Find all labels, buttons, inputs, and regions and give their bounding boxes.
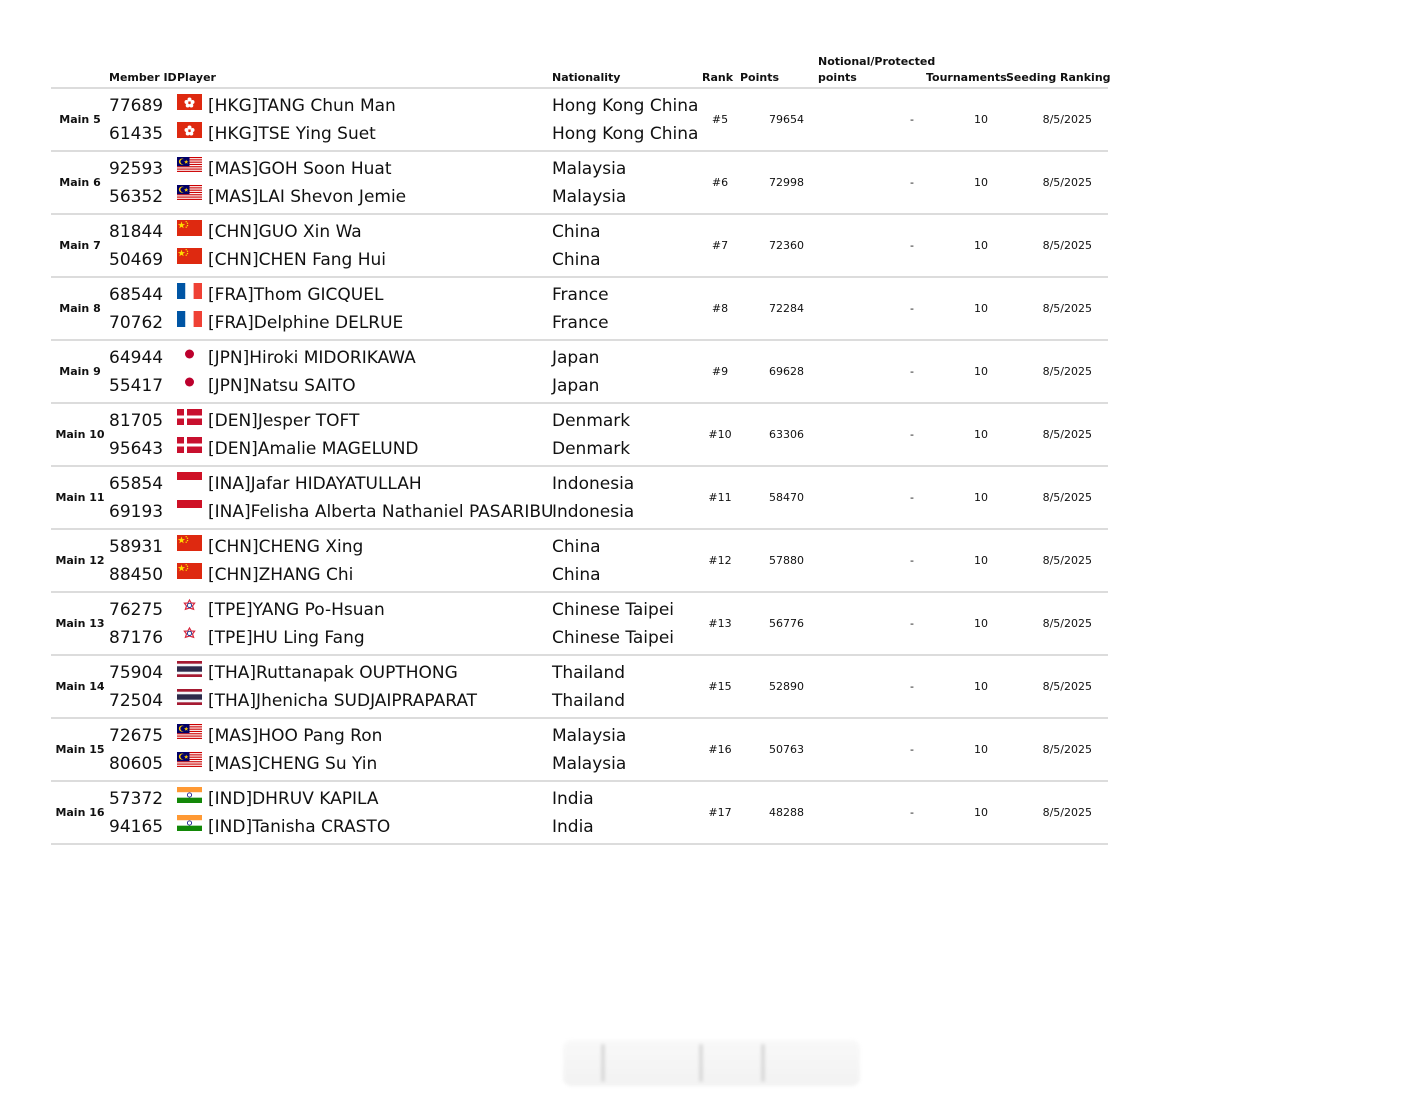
nationality-cell [552, 214, 702, 277]
member-id: 77689 [109, 95, 164, 116]
horizontal-scrollbar[interactable] [563, 1040, 860, 1086]
player-name[interactable]: [CHN]GUO Xin Wa [208, 221, 362, 242]
points-value: 58470 [738, 466, 810, 529]
ranking-table [51, 54, 1111, 845]
points-value: 50763 [738, 718, 810, 781]
player-cell [177, 722, 552, 750]
points-value: 63306 [738, 403, 810, 466]
mas-flag-icon [177, 157, 202, 173]
chn-flag-icon [177, 220, 202, 236]
nationality-cell [552, 718, 702, 781]
member-id-cell [109, 88, 177, 151]
jpn-flag-icon [177, 346, 202, 362]
ind-flag-icon [177, 787, 202, 803]
nationality-cell [552, 655, 702, 718]
player-column-cell [177, 466, 552, 529]
entry-label: Main 10 [51, 403, 109, 466]
member-id: 69193 [109, 501, 164, 522]
player-name[interactable]: [MAS]LAI Shevon Jemie [208, 186, 407, 207]
nationality: Malaysia [552, 158, 627, 179]
player-name[interactable]: [MAS]CHENG Su Yin [208, 753, 378, 774]
member-id: 94165 [109, 816, 164, 837]
header-nationality: Nationality [552, 54, 702, 88]
player-column-cell [177, 88, 552, 151]
points-value: 57880 [738, 529, 810, 592]
nationality: Hong Kong China [552, 123, 699, 144]
player-name[interactable]: [DEN]Amalie MAGELUND [208, 438, 419, 459]
player-cell [177, 246, 552, 274]
member-id: 56352 [109, 186, 164, 207]
tournaments-value: 10 [922, 466, 1002, 529]
notional-points-value: - [810, 214, 922, 277]
fra-flag-icon [177, 311, 202, 327]
player-column-cell [177, 277, 552, 340]
tournaments-value: 10 [922, 529, 1002, 592]
table-body [51, 88, 1108, 844]
tournaments-value: 10 [922, 655, 1002, 718]
scrollbar-grip [699, 1044, 703, 1082]
notional-points-value: - [810, 88, 922, 151]
mas-flag-icon [177, 752, 202, 768]
nationality: France [552, 312, 609, 333]
notional-points-value: - [810, 781, 922, 844]
player-name[interactable]: [DEN]Jesper TOFT [208, 410, 360, 431]
player-cell [177, 372, 552, 400]
member-id-cell [109, 403, 177, 466]
player-cell [177, 813, 552, 841]
member-id: 92593 [109, 158, 164, 179]
entry-label: Main 8 [51, 277, 109, 340]
nationality: Malaysia [552, 753, 627, 774]
entry-label: Main 13 [51, 592, 109, 655]
player-name[interactable]: [INA]Jafar HIDAYATULLAH [208, 473, 422, 494]
player-cell [177, 281, 552, 309]
member-id: 65854 [109, 473, 164, 494]
nationality: Malaysia [552, 725, 627, 746]
member-id-cell [109, 781, 177, 844]
nationality: Hong Kong China [552, 95, 699, 116]
player-cell [177, 533, 552, 561]
member-id-cell [109, 340, 177, 403]
entry-label: Main 9 [51, 340, 109, 403]
member-id: 81705 [109, 410, 164, 431]
player-name[interactable]: [THA]Jhenicha SUDJAIPRAPARAT [208, 690, 478, 711]
header-tournaments: Tournaments [922, 54, 1002, 88]
tha-flag-icon [177, 661, 202, 677]
hkg-flag-icon [177, 94, 202, 110]
table-row [51, 340, 1108, 403]
member-id-cell [109, 718, 177, 781]
seeding-ranking-value: 8/5/2025 [1002, 718, 1108, 781]
header-seeding-ranking: Seeding Ranking [1002, 54, 1108, 88]
tpe-flag-icon [177, 598, 202, 614]
mas-flag-icon [177, 185, 202, 201]
seeding-ranking-value: 8/5/2025 [1002, 655, 1108, 718]
nationality: Denmark [552, 438, 631, 459]
member-id: 87176 [109, 627, 164, 648]
player-name[interactable]: [JPN]Natsu SAITO [208, 375, 356, 396]
player-column-cell [177, 592, 552, 655]
points-value: 48288 [738, 781, 810, 844]
scrollbar-grip [761, 1044, 765, 1082]
tournaments-value: 10 [922, 214, 1002, 277]
player-column-cell [177, 718, 552, 781]
seeding-ranking-value: 8/5/2025 [1002, 214, 1108, 277]
seeding-ranking-value: 8/5/2025 [1002, 781, 1108, 844]
rank-value: #10 [702, 403, 738, 466]
player-cell [177, 218, 552, 246]
seeding-ranking-value: 8/5/2025 [1002, 403, 1108, 466]
entry-label: Main 16 [51, 781, 109, 844]
member-id: 68544 [109, 284, 164, 305]
player-name[interactable]: [FRA]Delphine DELRUE [208, 312, 404, 333]
player-column-cell [177, 214, 552, 277]
player-cell [177, 687, 552, 715]
member-id: 58931 [109, 536, 164, 557]
chn-flag-icon [177, 563, 202, 579]
nationality: China [552, 221, 601, 242]
points-value: 69628 [738, 340, 810, 403]
player-column-cell [177, 529, 552, 592]
fra-flag-icon [177, 283, 202, 299]
player-name[interactable]: [HKG]TANG Chun Man [208, 95, 396, 116]
entry-label: Main 14 [51, 655, 109, 718]
header-notional-points: Notional/Protected points [810, 54, 922, 88]
nationality: Japan [552, 375, 600, 396]
nationality: Denmark [552, 410, 631, 431]
player-column-cell [177, 340, 552, 403]
ind-flag-icon [177, 815, 202, 831]
tournaments-value: 10 [922, 340, 1002, 403]
rank-value: #16 [702, 718, 738, 781]
member-id: 64944 [109, 347, 164, 368]
player-name[interactable]: [TPE]YANG Po-Hsuan [208, 599, 385, 620]
mas-flag-icon [177, 724, 202, 740]
player-cell [177, 596, 552, 624]
entry-label: Main 6 [51, 151, 109, 214]
player-name[interactable]: [MAS]GOH Soon Huat [208, 158, 392, 179]
seeding-ranking-value: 8/5/2025 [1002, 529, 1108, 592]
entry-label: Main 15 [51, 718, 109, 781]
entry-label: Main 11 [51, 466, 109, 529]
member-id-cell [109, 529, 177, 592]
player-column-cell [177, 781, 552, 844]
table-row [51, 592, 1108, 655]
table-row [51, 151, 1108, 214]
rank-value: #9 [702, 340, 738, 403]
player-name[interactable]: [THA]Ruttanapak OUPTHONG [208, 662, 458, 683]
entry-label: Main 7 [51, 214, 109, 277]
nationality-cell [552, 781, 702, 844]
tournaments-value: 10 [922, 277, 1002, 340]
player-name[interactable]: [CHN]CHEN Fang Hui [208, 249, 387, 270]
nationality-cell [552, 592, 702, 655]
player-cell [177, 561, 552, 589]
member-id: 75904 [109, 662, 164, 683]
nationality-cell [552, 403, 702, 466]
player-name[interactable]: [INA]Felisha Alberta Nathaniel PASARIBU [208, 501, 554, 522]
nationality: Thailand [552, 690, 626, 711]
rank-value: #5 [702, 88, 738, 151]
rank-value: #13 [702, 592, 738, 655]
player-name[interactable]: [JPN]Hiroki MIDORIKAWA [208, 347, 416, 368]
member-id: 61435 [109, 123, 164, 144]
hkg-flag-icon [177, 122, 202, 138]
player-name[interactable]: [CHN]ZHANG Chi [208, 564, 354, 585]
seeding-ranking-value: 8/5/2025 [1002, 592, 1108, 655]
member-id: 76275 [109, 599, 164, 620]
seeding-ranking-value: 8/5/2025 [1002, 340, 1108, 403]
player-cell [177, 155, 552, 183]
header-row [51, 54, 1108, 88]
player-cell [177, 309, 552, 337]
member-id: 95643 [109, 438, 164, 459]
table-row [51, 718, 1108, 781]
notional-points-value: - [810, 340, 922, 403]
header-entry [51, 54, 109, 88]
member-id-cell [109, 466, 177, 529]
member-id: 80605 [109, 753, 164, 774]
points-value: 72360 [738, 214, 810, 277]
player-cell [177, 92, 552, 120]
notional-points-value: - [810, 529, 922, 592]
entry-label: Main 12 [51, 529, 109, 592]
notional-points-value: - [810, 466, 922, 529]
rank-value: #15 [702, 655, 738, 718]
member-id-cell [109, 214, 177, 277]
member-id: 88450 [109, 564, 164, 585]
nationality: Malaysia [552, 186, 627, 207]
player-cell [177, 344, 552, 372]
tournaments-value: 10 [922, 781, 1002, 844]
player-cell [177, 659, 552, 687]
points-value: 72284 [738, 277, 810, 340]
notional-points-value: - [810, 718, 922, 781]
member-id: 72504 [109, 690, 164, 711]
player-name[interactable]: [HKG]TSE Ying Suet [208, 123, 376, 144]
table-row [51, 466, 1108, 529]
ina-flag-icon [177, 472, 202, 488]
member-id: 55417 [109, 375, 164, 396]
player-name[interactable]: [IND]DHRUV KAPILA [208, 788, 379, 809]
player-cell [177, 183, 552, 211]
entry-label: Main 5 [51, 88, 109, 151]
member-id-cell [109, 277, 177, 340]
points-value: 72998 [738, 151, 810, 214]
scrollbar-grip [601, 1044, 605, 1082]
player-cell [177, 750, 552, 778]
player-column-cell [177, 403, 552, 466]
player-name[interactable]: [MAS]HOO Pang Ron [208, 725, 383, 746]
table-row [51, 214, 1108, 277]
member-id: 70762 [109, 312, 164, 333]
nationality: China [552, 564, 601, 585]
nationality: Thailand [552, 662, 626, 683]
member-id: 72675 [109, 725, 164, 746]
seeding-ranking-value: 8/5/2025 [1002, 466, 1108, 529]
tournaments-value: 10 [922, 151, 1002, 214]
tha-flag-icon [177, 689, 202, 705]
rank-value: #12 [702, 529, 738, 592]
player-column-cell [177, 151, 552, 214]
notional-points-value: - [810, 403, 922, 466]
nationality: China [552, 249, 601, 270]
member-id: 57372 [109, 788, 164, 809]
points-value: 79654 [738, 88, 810, 151]
points-value: 52890 [738, 655, 810, 718]
table-row [51, 655, 1108, 718]
nationality: Indonesia [552, 501, 635, 522]
notional-points-value: - [810, 592, 922, 655]
nationality-cell [552, 466, 702, 529]
player-name[interactable]: [CHN]CHENG Xing [208, 536, 364, 557]
player-cell [177, 498, 552, 526]
tournaments-value: 10 [922, 592, 1002, 655]
member-id: 81844 [109, 221, 164, 242]
rank-value: #17 [702, 781, 738, 844]
nationality: Japan [552, 347, 600, 368]
player-cell [177, 470, 552, 498]
player-cell [177, 785, 552, 813]
chn-flag-icon [177, 535, 202, 551]
jpn-flag-icon [177, 374, 202, 390]
member-id-cell [109, 151, 177, 214]
player-name[interactable]: [TPE]HU Ling Fang [208, 627, 365, 648]
nationality-cell [552, 340, 702, 403]
nationality-cell [552, 277, 702, 340]
player-column-cell [177, 655, 552, 718]
nationality-cell [552, 529, 702, 592]
nationality: France [552, 284, 609, 305]
nationality-cell [552, 151, 702, 214]
rank-value: #11 [702, 466, 738, 529]
player-cell [177, 624, 552, 652]
header-points: Points [738, 54, 810, 88]
table-row [51, 781, 1108, 844]
rank-value: #6 [702, 151, 738, 214]
nationality-cell [552, 88, 702, 151]
seeding-ranking-value: 8/5/2025 [1002, 151, 1108, 214]
den-flag-icon [177, 409, 202, 425]
table-row [51, 529, 1108, 592]
notional-points-value: - [810, 655, 922, 718]
tpe-flag-icon [177, 626, 202, 642]
player-name[interactable]: [FRA]Thom GICQUEL [208, 284, 384, 305]
header-member-id: Member ID [109, 54, 177, 88]
header-rank: Rank [702, 54, 738, 88]
table-row [51, 88, 1108, 151]
tournaments-value: 10 [922, 403, 1002, 466]
nationality: India [552, 788, 594, 809]
rank-value: #8 [702, 277, 738, 340]
tournaments-value: 10 [922, 718, 1002, 781]
nationality: China [552, 536, 601, 557]
player-cell [177, 407, 552, 435]
nationality: Chinese Taipei [552, 627, 675, 648]
player-name[interactable]: [IND]Tanisha CRASTO [208, 816, 391, 837]
points-value: 56776 [738, 592, 810, 655]
seeding-ranking-value: 8/5/2025 [1002, 277, 1108, 340]
member-id-cell [109, 655, 177, 718]
notional-points-value: - [810, 151, 922, 214]
member-id: 50469 [109, 249, 164, 270]
player-cell [177, 120, 552, 148]
notional-points-value: - [810, 277, 922, 340]
nationality: India [552, 816, 594, 837]
table-row [51, 277, 1108, 340]
den-flag-icon [177, 437, 202, 453]
seeding-ranking-value: 8/5/2025 [1002, 88, 1108, 151]
nationality: Indonesia [552, 473, 635, 494]
table-row [51, 403, 1108, 466]
rank-value: #7 [702, 214, 738, 277]
tournaments-value: 10 [922, 88, 1002, 151]
ina-flag-icon [177, 500, 202, 516]
header-player: Player [177, 54, 552, 88]
nationality: Chinese Taipei [552, 599, 675, 620]
chn-flag-icon [177, 248, 202, 264]
player-cell [177, 435, 552, 463]
member-id-cell [109, 592, 177, 655]
